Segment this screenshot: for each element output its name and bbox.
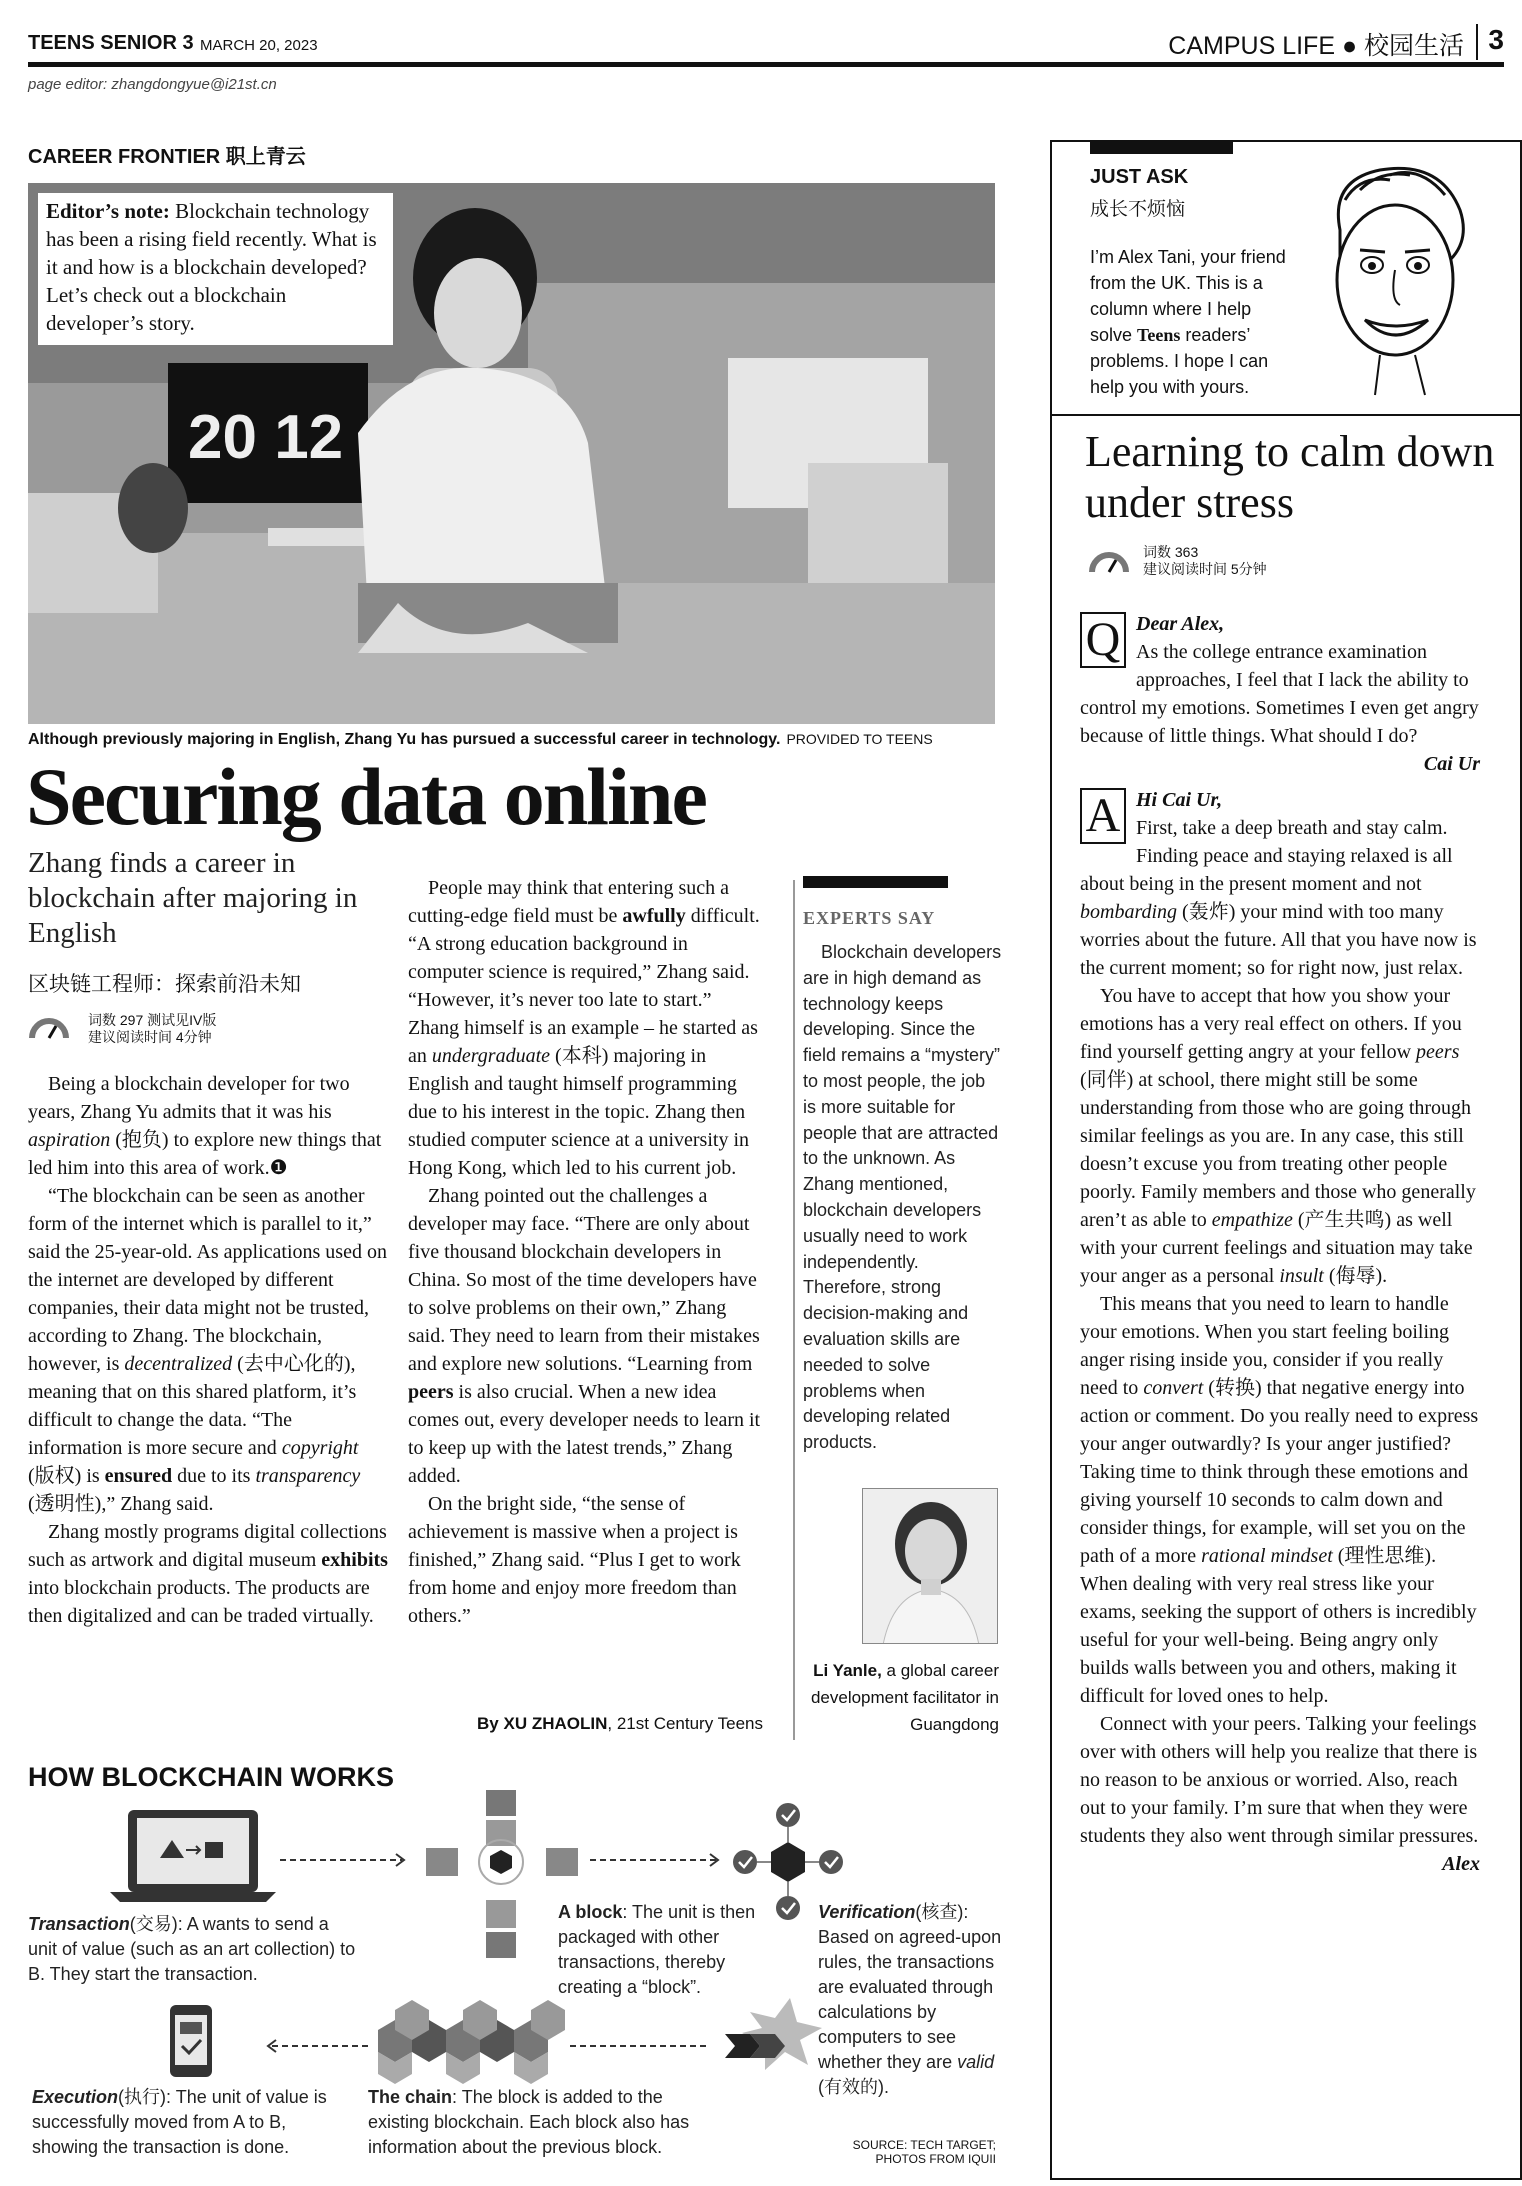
- section-name: CAMPUS LIFE ● 校园生活: [1168, 32, 1464, 60]
- chain-blocks-icon: [378, 2000, 565, 2084]
- answer-paragraph: Connect with your peers. Talking your feelings over with others will help you realize that there is no reason to be anxious or worried. Also, reach out to your family. I’m sure that when they were students they also went through similar pressures.: [1080, 1713, 1479, 1847]
- verification-valid: valid: [957, 2052, 995, 2072]
- article-paragraph: People may think that entering such a cutting-edge field must be awfully difficult. “A strong education background in computer science is required,” Zhang said. “However, it’s never too late to start.” Zhang himself is an example – he started as an undergraduate (本科) majoring in English and taught himself programming due to his interest in the topic. Zhang then studied computer science at a university in Hong Kong, which led to his current job.: [408, 877, 760, 1179]
- execution-label: Execution: [32, 2087, 119, 2107]
- intro-part-2: readers’ problems. I hope I can help you with yours.: [1090, 325, 1269, 397]
- laptop-icon: [110, 1810, 276, 1902]
- transaction-cn: (交易): [129, 1914, 178, 1934]
- expert-desc: a global career development facilitator in Guangdong: [810, 1661, 999, 1734]
- header-divider: [1476, 24, 1478, 60]
- verification-label: Verification: [818, 1902, 916, 1922]
- verification-cn: (核查): [915, 1902, 964, 1922]
- answer-initial: A: [1080, 788, 1126, 844]
- chain-label: The chain: [368, 2087, 453, 2107]
- step-block: [558, 1900, 758, 2000]
- article-column-1: [28, 1070, 388, 1630]
- network-nodes-icon: [426, 1790, 578, 1958]
- intro-bold: Teens: [1137, 325, 1181, 345]
- just-ask-meta: [1143, 544, 1267, 578]
- answer-paragraph: This means that you need to learn to handle your emotions. When you start feeling boiling anger rising inside you, consider if you really need to convert (转换) that negative energy into action or comment. Do you really need to express your anger outwardly? Is your anger justified? Taking time to think through these emotions and giving yourself 10 seconds to calm down and consider things, for example, will set you on the path of a more rational mindset (理性思维). When dealing with very real stress like your exams, seeking the support of others is incredibly useful for your well-being. Being angry only builds walls between you and others, making it difficult for loved ones to help.: [1080, 1293, 1479, 1707]
- source-line-1: SOURCE: TECH TARGET;: [852, 2138, 996, 2152]
- editors-note-text: Blockchain technology has been a rising field recently. What is it and how is a blockchain developed? Let’s check out a blockchain developer’s story.: [46, 199, 377, 335]
- just-ask-intro: [1090, 244, 1290, 400]
- just-ask-meta-words: 词数 363: [1143, 544, 1199, 560]
- byline-org: , 21st Century Teens: [607, 1714, 763, 1733]
- article-subhead: Zhang finds a career in blockchain after majoring in English: [28, 847, 358, 949]
- screen-digits: 20 12: [188, 403, 344, 472]
- transaction-text: : A wants to send a unit of value (such as an art collection) to B. They start the transaction.: [28, 1914, 356, 1984]
- article-paragraph: On the bright side, “the sense of achievement is massive when a project is finished,” Zhang said. “Plus I get to work from home and enjoy more freedom than others.”: [408, 1493, 741, 1627]
- columnist-caricature: [1300, 160, 1480, 400]
- photo-caption: [28, 731, 933, 749]
- article-subhead-cn: 区块链工程师：探索前沿未知: [28, 973, 301, 996]
- answer-salute: Hi Cai Ur,: [1136, 789, 1223, 811]
- photo-credit: PROVIDED TO TEENS: [786, 731, 933, 747]
- step-chain: [368, 2085, 703, 2160]
- experts-text: Blockchain developers are in high demand as technology keeps developing. Since the field remains a “mystery” to most people, the job is more suitable for people that are attracted to the unknown. As Zhang mentioned, blockchain developers usually need to work independently. Therefore, strong decision-making and evaluation skills are needed to solve problems when developing related products.: [803, 942, 1002, 1453]
- experts-divider: [793, 880, 795, 1740]
- verification-text: : Based on agreed-upon rules, the transactions are evaluated through calculations by computers to see whether they are: [818, 1902, 1002, 2072]
- execution-cn: (执行): [118, 2087, 167, 2107]
- paper-name: TEENS SENIOR 3: [28, 32, 194, 54]
- article-paragraph: Zhang pointed out the challenges a developer may face. “There are only about five thousand blockchain developers in China. So most of the time developers have to solve problems on their own,” Zhang said. They need to learn from their mistakes and explore new solutions. “Learning from peers is also crucial. When a new idea comes out, every developer needs to learn it to keep up with the latest trends,” Zhang added.: [408, 1185, 761, 1487]
- experts-title: EXPERTS SAY: [803, 908, 936, 928]
- header-rule: [28, 62, 1504, 67]
- question-salute: Dear Alex,: [1136, 613, 1225, 635]
- editors-note-lead: Editor’s note:: [46, 199, 170, 223]
- diagram-source: [853, 2138, 996, 2166]
- step-verification: [818, 1900, 1008, 2100]
- execution-text: : The unit of value is successfully moved from A to B, showing the transaction is done.: [32, 2087, 327, 2157]
- just-ask-letter: [1080, 610, 1480, 1878]
- transaction-label: Transaction: [28, 1914, 130, 1934]
- reading-meter-icon: [28, 1014, 70, 1042]
- section-label: CAREER FRONTIER 职上青云: [28, 146, 306, 168]
- photo-caption-text: Although previously majoring in English, Zhang Yu has pursued a successful career in technology.: [28, 731, 781, 748]
- answer-signature: Alex: [1442, 1853, 1480, 1875]
- source-line-2: PHOTOS FROM IQUII: [875, 2152, 996, 2166]
- article-paragraph: “The blockchain can be seen as another form of the internet which is parallel to it,” said the 25-year-old. As applications used on the internet are developed by different companies, their data might not be trusted, according to Zhang. The blockchain, however, is decentralized (去中心化的), meaning that on this shared platform, it’s difficult to change the data. “The information is more secure and copyright (版权) is ensured due to its transparency (透明性),” Zhang said.: [28, 1185, 387, 1515]
- step-execution: [32, 2085, 332, 2160]
- answer-paragraph: You have to accept that how you show your emotions has a very real effect on others. If you find yourself getting angry at your fellow peers (同伴) at school, there might still be some understanding from those who are going through similar feelings as you are. In any case, this still doesn’t excuse you from treating other people poorly. Family members and those who generally aren’t as able to empathize (产生共鸣) as well with your current feelings and situation may take your anger as a personal insult (侮辱).: [1080, 985, 1476, 1287]
- article-paragraph: Zhang mostly programs digital collections such as artwork and digital museum exhibits into blockchain products. The products are then digitalized and can be traded virtually.: [28, 1521, 388, 1627]
- expert-name: Li Yanle,: [813, 1661, 882, 1680]
- question-initial: Q: [1080, 612, 1126, 668]
- issue-date: MARCH 20, 2023: [200, 37, 318, 54]
- just-ask-headline: Learning to calm down under stress: [1085, 427, 1495, 527]
- just-ask-bar: [1090, 142, 1233, 154]
- expert-caption: [803, 1657, 999, 1738]
- page-editor: page editor: zhangdongyue@i21st.cn: [28, 76, 277, 93]
- question-text: As the college entrance examination approaches, I feel that I lack the ability to control my emotions. Sometimes I even get angry because of little things. What should I do?: [1080, 641, 1479, 747]
- chain-star-icon: [725, 1998, 822, 2070]
- block-text: : The unit is then packaged with other transactions, thereby creating a “block”.: [558, 1902, 756, 1997]
- chain-text: : The block is added to the existing blockchain. Each block also has information about the previous block.: [368, 2087, 690, 2157]
- byline-prefix: By: [477, 1714, 504, 1733]
- just-ask-title: JUST ASK: [1090, 166, 1189, 188]
- page-number: 3: [1488, 24, 1504, 55]
- verification-valid-cn: (有效的).: [818, 2077, 889, 2097]
- article-meta: [88, 1012, 216, 1046]
- answer-paragraph: First, take a deep breath and stay calm. Finding peace and staying relaxed is all about being in the present moment and not bombarding (轰炸) your mind with too many worries about the future. All that you have now is the current moment; so for right now, just relax.: [1080, 817, 1477, 979]
- just-ask-rule: [1050, 414, 1522, 416]
- experts-bar: [803, 876, 948, 888]
- article-column-2: [408, 874, 763, 1630]
- reading-meter-icon: [1088, 548, 1130, 576]
- step-transaction: [28, 1912, 358, 1987]
- article-meta-time: 建议阅读时间 4分钟: [88, 1029, 212, 1045]
- just-ask-meta-time: 建议阅读时间 5分钟: [1143, 561, 1267, 577]
- article-headline: Securing data online: [26, 751, 706, 842]
- question-signature: Cai Ur: [1423, 753, 1480, 775]
- intro-part-1: I’m Alex Tani, your friend from the UK. This is a column where I help solve: [1090, 247, 1286, 345]
- editors-note: [38, 193, 393, 345]
- diagram-title: HOW BLOCKCHAIN WORKS: [28, 1762, 394, 1792]
- article-byline: [408, 1714, 763, 1734]
- article-meta-words: 词数 297 测试见IV版: [88, 1012, 217, 1028]
- expert-portrait: [862, 1488, 998, 1644]
- byline-name: XU ZHAOLIN: [503, 1714, 608, 1733]
- just-ask-title-cn: 成长不烦恼: [1090, 199, 1186, 220]
- phone-check-icon: [170, 2005, 212, 2077]
- article-paragraph: Being a blockchain developer for two years, Zhang Yu admits that it was his aspiration (抱负) to explore new things that led him into this area of work.❶: [28, 1073, 382, 1179]
- block-label: A block: [558, 1902, 623, 1922]
